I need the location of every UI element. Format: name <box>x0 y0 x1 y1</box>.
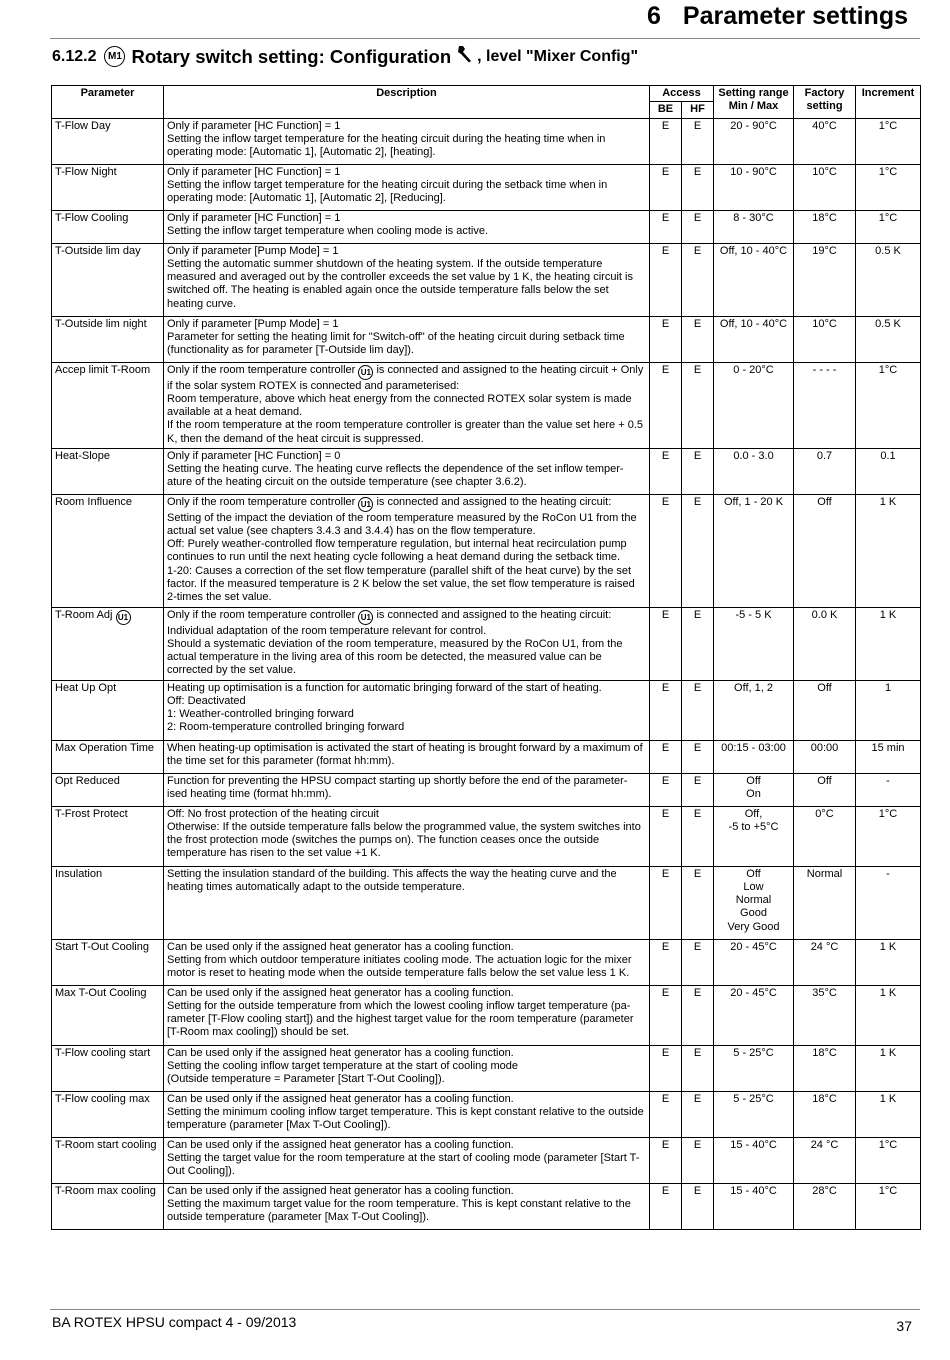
header-divider <box>50 38 920 39</box>
access-hf: E <box>682 1137 714 1183</box>
description-text: Can be used only if the assigned heat generator has a cooling function. Setting from which outdoor temperature initiates cooling mode. The actuation logic for the mixer motor is reset to heating mode when the outside temperature falls below the set value less 1 K. <box>167 940 632 980</box>
parameter-name <box>52 1091 164 1137</box>
description-text: When heating-up optimisation is activated the start of heating is brought forward by a maximum of the time set for this parameter (format hh:mm). <box>167 741 643 767</box>
parameter-name <box>52 740 164 773</box>
factory-setting: 0.0 K <box>794 607 856 680</box>
access-be: E <box>650 362 682 448</box>
access-hf: E <box>682 1183 714 1229</box>
setting-range: 20 - 90°C <box>714 118 794 164</box>
setting-range: Off, -5 to +5°C <box>714 806 794 866</box>
access-hf: E <box>682 939 714 985</box>
description-text: Can be used only if the assigned heat generator has a cooling function. Setting the minimum cooling inflow target temperature. This is kept constant relative to the outside temperature (parameter [Max T-Out Cooling]). <box>167 1092 644 1132</box>
access-hf: E <box>682 1091 714 1137</box>
table-row <box>52 243 921 316</box>
description-text: Only if parameter [Pump Mode] = 1 Setting the automatic summer shutdown of the heating system. If the outside temperature measured and averaged out by the controller exceeds the set value by 1 K, the heating circuit is switched off. The heating is enabled again once the outside temperature falls below the set heating curve. <box>167 244 633 310</box>
factory-setting: 0°C <box>794 806 856 866</box>
increment: 1 K <box>856 939 921 985</box>
u1-badge-icon: U1 <box>116 610 131 625</box>
wrench-icon <box>457 45 473 68</box>
parameter-name-text: Heat Up Opt <box>55 681 117 694</box>
m1-badge-icon: M1 <box>104 46 125 67</box>
parameter-description <box>164 1091 650 1137</box>
access-hf: E <box>682 773 714 806</box>
parameter-name-text: Max T-Out Cooling <box>55 986 147 999</box>
access-hf: E <box>682 607 714 680</box>
parameter-name-text: T-Flow Day <box>55 119 111 132</box>
setting-range: Off, 10 - 40°C <box>714 316 794 362</box>
increment: 1°C <box>856 1183 921 1229</box>
setting-range: 0 - 20°C <box>714 362 794 448</box>
parameter-description <box>164 448 650 494</box>
table-row <box>52 680 921 740</box>
setting-range: Off Low Normal Good Very Good <box>714 866 794 939</box>
access-be: E <box>650 985 682 1045</box>
parameter-description <box>164 985 650 1045</box>
increment: 15 min <box>856 740 921 773</box>
parameter-name-text: T-Room max cooling <box>55 1184 156 1197</box>
access-be: E <box>650 448 682 494</box>
parameter-name <box>52 362 164 448</box>
access-be: E <box>650 607 682 680</box>
description-text: Heating up optimisation is a function for automatic bringing forward of the start of heating. Off: Deactivated 1: Weather-controlled bringing forward 2: Room-temperature controlled bringing forward <box>167 681 602 734</box>
factory-setting: 40°C <box>794 118 856 164</box>
parameter-name-text: T-Room start cooling <box>55 1138 157 1151</box>
parameter-description <box>164 1183 650 1229</box>
parameter-description <box>164 362 650 448</box>
table-row <box>52 118 921 164</box>
access-be: E <box>650 210 682 243</box>
factory-setting: 00:00 <box>794 740 856 773</box>
description-text: Can be used only if the assigned heat generator has a cooling function. Setting the target value for the room temperature at the start of cooling mode (parameter [Start T-Out Cooling]). <box>167 1138 640 1178</box>
section-title: Rotary switch setting: Configuration <box>131 45 452 67</box>
parameter-name <box>52 118 164 164</box>
parameter-name-text: T-Room Adj <box>55 608 113 621</box>
factory-setting: 24 °C <box>794 939 856 985</box>
factory-setting: 10°C <box>794 164 856 210</box>
factory-setting: Off <box>794 680 856 740</box>
factory-setting: Off <box>794 773 856 806</box>
access-hf: E <box>682 806 714 866</box>
description-text: Only if parameter [Pump Mode] = 1 Parameter for setting the heating limit for "Switch-off" of the heating circuit during setback time (functionality as for parameter [T-Outside lim day]). <box>167 317 625 357</box>
parameter-description <box>164 243 650 316</box>
table-row <box>52 316 921 362</box>
description-text: Off: No frost protection of the heating circuit Otherwise: If the outside temperature falls below the programmed value, the system switches into the frost protection mode (switches the pumps on). The function ceases once the outside temperature has risen to the set value +1 K. <box>167 807 641 860</box>
parameter-description <box>164 210 650 243</box>
access-be: E <box>650 494 682 607</box>
table-row <box>52 985 921 1045</box>
parameter-name <box>52 210 164 243</box>
setting-range: Off, 10 - 40°C <box>714 243 794 316</box>
setting-range: -5 - 5 K <box>714 607 794 680</box>
increment: 1°C <box>856 164 921 210</box>
parameter-description <box>164 866 650 939</box>
increment: 1°C <box>856 118 921 164</box>
parameter-name <box>52 316 164 362</box>
access-hf: E <box>682 118 714 164</box>
header-be: BE <box>650 102 682 118</box>
parameter-description <box>164 1137 650 1183</box>
parameter-name <box>52 680 164 740</box>
increment: 1 K <box>856 985 921 1045</box>
factory-setting: 24 °C <box>794 1137 856 1183</box>
section-number: 6.12.2 <box>52 47 97 65</box>
description-text: Setting the insulation standard of the building. This affects the way the heating curve and the heating times automatically adapt to the outside temperature. <box>167 867 617 893</box>
description-text: is connected and assigned to the heating circuit + Only if the solar system ROTEX is connected and parameterised: Room temperature, above which heat energy from the connected ROTEX solar system is made available at a heat demand. If the room temperature at the room temperature controller is greater than the value set here + 0.5 K, then the demand of the heat circuit is suppressed. <box>167 363 644 445</box>
table-row <box>52 164 921 210</box>
section-level: , level "Mixer Config" <box>477 47 639 65</box>
factory-setting: 10°C <box>794 316 856 362</box>
access-hf: E <box>682 740 714 773</box>
setting-range: 10 - 90°C <box>714 164 794 210</box>
parameter-description <box>164 680 650 740</box>
footer-divider <box>50 1309 920 1310</box>
parameter-name <box>52 448 164 494</box>
u1-badge-icon: U1 <box>358 365 373 380</box>
parameter-description <box>164 740 650 773</box>
setting-range: Off, 1 - 20 K <box>714 494 794 607</box>
parameter-name-text: Max Operation Time <box>55 741 155 754</box>
factory-setting: 19°C <box>794 243 856 316</box>
section-heading <box>52 45 638 68</box>
parameter-table <box>51 85 921 1230</box>
increment: 0.5 K <box>856 243 921 316</box>
access-hf: E <box>682 494 714 607</box>
parameter-description <box>164 494 650 607</box>
parameter-name-text: T-Outside lim day <box>55 244 141 257</box>
parameter-name-text: Room Influence <box>55 495 133 508</box>
description-prefix: Only if the room temperature controller <box>167 608 356 621</box>
parameter-name <box>52 164 164 210</box>
increment: 1 K <box>856 494 921 607</box>
access-be: E <box>650 866 682 939</box>
u1-badge-icon: U1 <box>358 610 373 625</box>
parameter-name <box>52 773 164 806</box>
access-be: E <box>650 164 682 210</box>
header-setting-range: Setting range Min / Max <box>714 86 794 119</box>
parameter-name-text: Accep limit T-Room <box>55 363 151 376</box>
table-row <box>52 494 921 607</box>
parameter-description <box>164 806 650 866</box>
header-description: Description <box>164 86 650 119</box>
access-hf: E <box>682 985 714 1045</box>
header-factory-setting: Factory setting <box>794 86 856 119</box>
setting-range: 00:15 - 03:00 <box>714 740 794 773</box>
increment: 0.5 K <box>856 316 921 362</box>
increment: 1 K <box>856 1091 921 1137</box>
parameter-name-text: Insulation <box>55 867 103 880</box>
factory-setting: 35°C <box>794 985 856 1045</box>
access-hf: E <box>682 866 714 939</box>
setting-range: 5 - 25°C <box>714 1045 794 1091</box>
header-increment: Increment <box>856 86 921 119</box>
parameter-name-text: T-Flow Night <box>55 165 117 178</box>
table-row <box>52 740 921 773</box>
access-be: E <box>650 1137 682 1183</box>
increment: 1 K <box>856 1045 921 1091</box>
setting-range: 15 - 40°C <box>714 1137 794 1183</box>
parameter-name <box>52 1183 164 1229</box>
table-row <box>52 1045 921 1091</box>
chapter-heading <box>647 2 908 31</box>
access-hf: E <box>682 210 714 243</box>
parameter-name <box>52 494 164 607</box>
access-be: E <box>650 1091 682 1137</box>
access-be: E <box>650 1045 682 1091</box>
parameter-name-text: T-Flow cooling max <box>55 1092 150 1105</box>
increment: 0.1 <box>856 448 921 494</box>
increment: 1 K <box>856 607 921 680</box>
footer-document-title: BA ROTEX HPSU compact 4 - 09/2013 <box>52 1314 297 1330</box>
table-row <box>52 773 921 806</box>
access-hf: E <box>682 316 714 362</box>
access-be: E <box>650 806 682 866</box>
u1-badge-icon: U1 <box>358 497 373 512</box>
access-hf: E <box>682 362 714 448</box>
description-text: is connected and assigned to the heating circuit: Setting of the impact the deviation of the room temperature measured by the RoCon U1 from the actual set value (see chapters 3.4.3 and 3.4.4) has on the flow temperature. Off: Purely weather-controlled flow temperature regulation, but internal heat recirculation pump continues to run until the next heating cycle following a heat demand during the setback time. 1-20: Causes a correction of the set flow temperature (parallel shift of the heat curve) by the set factor. If the measured temperature is 2 K below the set value, the set flow temperature is raised 2-times the set value. <box>167 495 637 604</box>
increment: 1°C <box>856 362 921 448</box>
table-row <box>52 448 921 494</box>
increment: - <box>856 866 921 939</box>
setting-range: Off On <box>714 773 794 806</box>
parameter-name-text: T-Frost Protect <box>55 807 128 820</box>
access-be: E <box>650 316 682 362</box>
parameter-name <box>52 806 164 866</box>
factory-setting: 28°C <box>794 1183 856 1229</box>
access-be: E <box>650 773 682 806</box>
description-text: Can be used only if the assigned heat generator has a cooling function. Setting the maximum target value for the room temperature. This is kept constant relative to the outside temperature (parameter [Max T-Out Cooling]). <box>167 1184 631 1224</box>
table-row <box>52 607 921 680</box>
description-text: Only if parameter [HC Function] = 1 Setting the inflow target temperature for the heating circuit during the setback time when in operating mode: [Automatic 1], [Automatic 2], [Reducing]. <box>167 165 608 205</box>
parameter-description <box>164 607 650 680</box>
access-hf: E <box>682 1045 714 1091</box>
setting-range: 15 - 40°C <box>714 1183 794 1229</box>
table-row <box>52 1137 921 1183</box>
description-text: Only if parameter [HC Function] = 1 Setting the inflow target temperature for the heating circuit during the heating time when in operating mode: [Automatic 1], [Automatic 2], [heating]. <box>167 119 606 159</box>
description-text: Function for preventing the HPSU compact starting up shortly before the end of the parameter-ised heating time (format hh:mm). <box>167 774 628 800</box>
access-hf: E <box>682 680 714 740</box>
page-number: 37 <box>896 1318 912 1334</box>
parameter-name <box>52 243 164 316</box>
parameter-name-text: T-Flow cooling start <box>55 1046 151 1059</box>
increment: 1°C <box>856 1137 921 1183</box>
description-text: is connected and assigned to the heating circuit: Individual adaptation of the room temperature relevant for control. Should a systematic deviation of the room temperature, measured by the RoCon U1, from the actual temperature in the living area of this room be detected, the measured value can be corrected by the set value. <box>167 608 623 677</box>
setting-range: 0.0 - 3.0 <box>714 448 794 494</box>
factory-setting: 18°C <box>794 210 856 243</box>
access-hf: E <box>682 243 714 316</box>
parameter-name-text: Start T-Out Cooling <box>55 940 149 953</box>
parameter-name <box>52 985 164 1045</box>
factory-setting: 18°C <box>794 1091 856 1137</box>
setting-range: 5 - 25°C <box>714 1091 794 1137</box>
header-access: Access <box>650 86 714 102</box>
description-prefix: Only if the room temperature controller <box>167 363 356 376</box>
factory-setting: Off <box>794 494 856 607</box>
table-row <box>52 1183 921 1229</box>
table-row <box>52 866 921 939</box>
setting-range: 20 - 45°C <box>714 939 794 985</box>
access-hf: E <box>682 448 714 494</box>
parameter-description <box>164 118 650 164</box>
parameter-name <box>52 939 164 985</box>
description-text: Can be used only if the assigned heat generator has a cooling function. Setting for the outside temperature from which the lowest cooling inflow target temperature (pa-rameter [T-Flow cooling start]) and the highest target value for the room temperature (parameter [T-Room max cooling]) should be set. <box>167 986 634 1039</box>
table-row <box>52 210 921 243</box>
table-row <box>52 362 921 448</box>
access-be: E <box>650 243 682 316</box>
setting-range: 8 - 30°C <box>714 210 794 243</box>
parameter-name-text: T-Flow Cooling <box>55 211 129 224</box>
factory-setting: 18°C <box>794 1045 856 1091</box>
header-parameter: Parameter <box>52 86 164 119</box>
parameter-name <box>52 1045 164 1091</box>
setting-range: Off, 1, 2 <box>714 680 794 740</box>
table-row <box>52 939 921 985</box>
increment: 1°C <box>856 806 921 866</box>
table-row <box>52 1091 921 1137</box>
access-be: E <box>650 740 682 773</box>
parameter-description <box>164 1045 650 1091</box>
increment: - <box>856 773 921 806</box>
access-be: E <box>650 118 682 164</box>
description-text: Only if parameter [HC Function] = 1 Setting the inflow target temperature when cooling mode is active. <box>167 211 489 237</box>
parameter-name-text: Heat-Slope <box>55 449 111 462</box>
parameter-name <box>52 866 164 939</box>
access-be: E <box>650 1183 682 1229</box>
parameter-description <box>164 164 650 210</box>
chapter-title: Parameter settings <box>682 2 908 30</box>
parameter-name <box>52 1137 164 1183</box>
description-text: Can be used only if the assigned heat generator has a cooling function. Setting the cooling inflow target temperature at the start of cooling mode (Outside temperature = Parameter [Start T-Out Cooling]). <box>167 1046 518 1086</box>
factory-setting: Normal <box>794 866 856 939</box>
parameter-name-text: Opt Reduced <box>55 774 120 787</box>
setting-range: 20 - 45°C <box>714 985 794 1045</box>
increment: 1°C <box>856 210 921 243</box>
parameter-description <box>164 773 650 806</box>
chapter-number: 6 <box>646 2 661 30</box>
description-text: Only if parameter [HC Function] = 0 Setting the heating curve. The heating curve reflects the dependence of the set inflow temper-ature of the heating circuit on the outside temperature (see chapter 3.6.2). <box>167 449 624 489</box>
description-prefix: Only if the room temperature controller <box>167 495 356 508</box>
parameter-name <box>52 607 164 680</box>
access-be: E <box>650 939 682 985</box>
table-row <box>52 806 921 866</box>
access-be: E <box>650 680 682 740</box>
parameter-name-text: T-Outside lim night <box>55 317 147 330</box>
parameter-description <box>164 316 650 362</box>
parameter-description <box>164 939 650 985</box>
table-body <box>52 118 921 1229</box>
increment: 1 <box>856 680 921 740</box>
access-hf: E <box>682 164 714 210</box>
factory-setting: 0.7 <box>794 448 856 494</box>
header-hf: HF <box>682 102 714 118</box>
factory-setting: - - - - <box>794 362 856 448</box>
